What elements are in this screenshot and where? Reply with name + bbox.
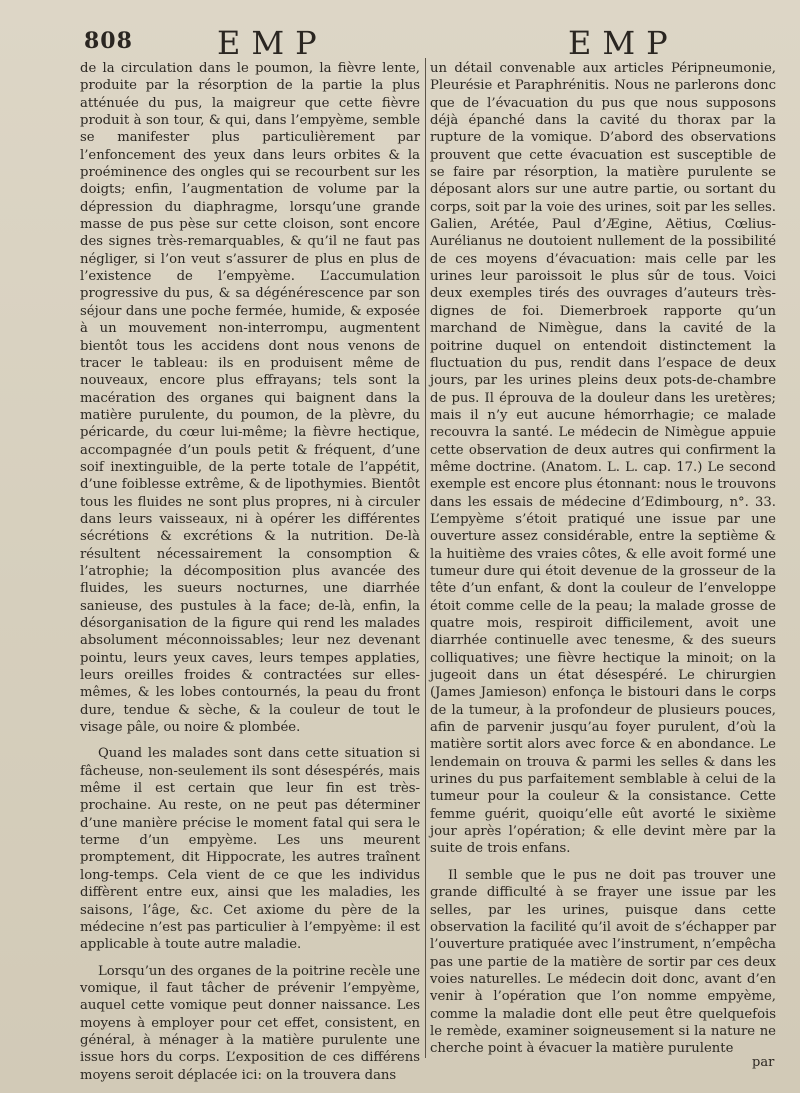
catchword: par: [752, 1055, 775, 1070]
paragraph: Lorsqu’un des organes de la poitrine recèle une vomique, il faut tâcher de prévenir l’empyème, auquel cette vomique peut donner naissance. Les moyens à employer pour cet effet, consistent, en général, à ménager à la matière purulente une issue hors du corps. L’exposition de ces différens moyens seroit déplacée ici: on la trouvera dans: [80, 963, 420, 1083]
running-head-right: EMP: [568, 24, 679, 62]
paragraph: de la circulation dans le poumon, la fièvre lente, produite par la résorption de la partie la plus atténuée du pus, la maigreur que cette fièvre produit à son tour, & qui, dans l’empyème, semble se manifester plus particulièrement par l’enfoncement des yeux dans leurs orbites & la proéminence des ongles qui se recourbent sur les doigts; enfin, l’augmentation de volume par la dépression du diaphragme, lorsqu’une grande masse de pus pèse sur cette cloison, sont encore des signes très-remarquables, & qu’il ne faut pas négliger, si l’on veut s’assurer de plus en plus de l’existence de l’empyème. L’accumulation progressive du pus, & sa dégénérescence par son séjour dans une poche fermée, humide, & exposée à un mouvement non-interrompu, augmentent bientôt tous les accidens dont nous venons de tracer le tableau: ils en produisent même de nouveaux, encore plus effrayans; tels sont la macération des organes qui baignent dans la matière purulente, du poumon, de la plèvre, du péricarde, du cœur lui-même; la fièvre hectique, accompagnée d’un pouls petit & fréquent, d’une soif inextinguible, de la perte totale de l’appétit, d’une foiblesse extrême, & de lipothymies. Bientôt tous les fluides ne sont plus propres, ni à circuler dans leurs vaisseaux, ni à opérer les différentes sécrétions & excrétions & la nutrition. De-là résultent nécessairement la consomption & l’atrophie; la décomposition plus avancée des fluides, les sueurs nocturnes, une diarrhée sanieuse, des pustules à la face; de-là, enfin, la désorganisation de la figure qui rend les malades absolument méconnoissables; leur nez devenant pointu, leurs yeux caves, leurs tempes applaties, leurs oreilles froides & contractées sur elles-mêmes, & les lobes contournés, la peau du front dure, tendue & sèche, & la couleur de tout le visage pâle, ou noire & plombée.: [80, 61, 420, 736]
paragraph: Il semble que le pus ne doit pas trouver une grande difficulté à se frayer une issue par les selles, par les urines, puisque dans cette observation la facilité qu’il avoit de s’échapper par l’ouverture pratiquée avec l’instrument, n’empêcha pas une partie de la matière de sortir par ces deux voies naturelles. Le médecin doit donc, avant d’en venir à l’opération que l’on nomme empyème, comme la maladie dont elle peut être quelquefois le remède, examiner soigneusement si la nature ne cherche point à évacuer la matière purulente: [430, 867, 776, 1057]
paragraph: un détail convenable aux articles Péripneumonie, Pleurésie et Paraphrénitis. Nous ne parlerons donc que de l’évacuation du pus que nous supposons déjà épanché dans la cavité du thorax par la rupture de la vomique. D’abord des observations prouvent que cette évacuation est susceptible de se faire par résorption, la matière purulente se déposant alors sur une autre partie, ou sortant du corps, soit par la voie des urines, soit par les selles. Galien, Arétée, Paul d’Ægine, Aëtius, Cœlius-Aurélianus ne doutoient nullement de la possibilité de ces moyens d’évacuation: mais celle par les urines leur paroissoit le plus sûr de tous. Voici deux exemples tirés des ouvrages d’auteurs très-dignes de foi. Diemerbroek rapporte qu’un marchand de Nimègue, dans la cavité de la poitrine duquel on entendoit distinctement la fluctuation du pus, rendit dans l’espace de deux jours, par les urines pleins deux pots-de-chambre de pus. Il éprouva de la douleur dans les uretères; mais il n’y eut aucune hémorrhagie; ce malade recouvra la santé. Le médecin de Nimègue appuie cette observation de deux autres qui confirment la même doctrine. (Anatom. L. L. cap. 17.) Le second exemple est encore plus étonnant: nous le trouvons dans les essais de médecine d’Edimbourg, n°. 33. L’empyème s’étoit pratiqué une issue par une ouverture assez considérable, entre la septième & la huitième des vraies côtes, & elle avoit formé une tumeur dure qui étoit devenue de la grosseur de la tête d’un enfant, & dont la couleur de l’enveloppe étoit comme celle de la peau; la malade grosse de quatre mois, respiroit difficilement, avoit une diarrhée continuelle avec tenesme, & des sueurs colliquatives; une fièvre hectique la minoit; on la jugeoit dans un état désespéré. Le chirurgien (James Jamieson) enfonça le bistouri dans le corps de la tumeur, à la profondeur de plusieurs pouces, afin de parvenir jusqu’au foyer purulent, d’où la matière sortit alors avec force & en abondance. Le lendemain on trouva & parmi les selles & dans les urines du pus parfaitement semblable à celui de la tumeur pour la couleur & la consistance. Cette femme guérit, quoiqu’elle eût avorté le sixième jour après l’opération; & elle devint mère par la suite de trois enfans.: [430, 61, 776, 857]
page-header: [0, 22, 800, 62]
column-divider: [425, 58, 426, 1058]
right-column: [430, 60, 776, 1058]
left-column: [80, 60, 420, 1084]
running-head-left: EMP: [217, 24, 328, 62]
page-number: 808: [84, 28, 133, 54]
paragraph: Quand les malades sont dans cette situation si fâcheuse, non-seulement ils sont désespérés, mais même il est certain que leur fin est très-prochaine. Au reste, on ne peut pas déterminer d’une manière précise le moment fatal qui sera le terme d’un empyème. Les uns meurent promptement, dit Hippocrate, les autres traînent long-temps. Cela vient de ce que les individus diffèrent entre eux, ainsi que les maladies, les saisons, l’âge, &c. Cet axiome du père de la médecine n’est pas particulier à l’empyème: il est applicable à toute autre maladie.: [80, 746, 420, 953]
